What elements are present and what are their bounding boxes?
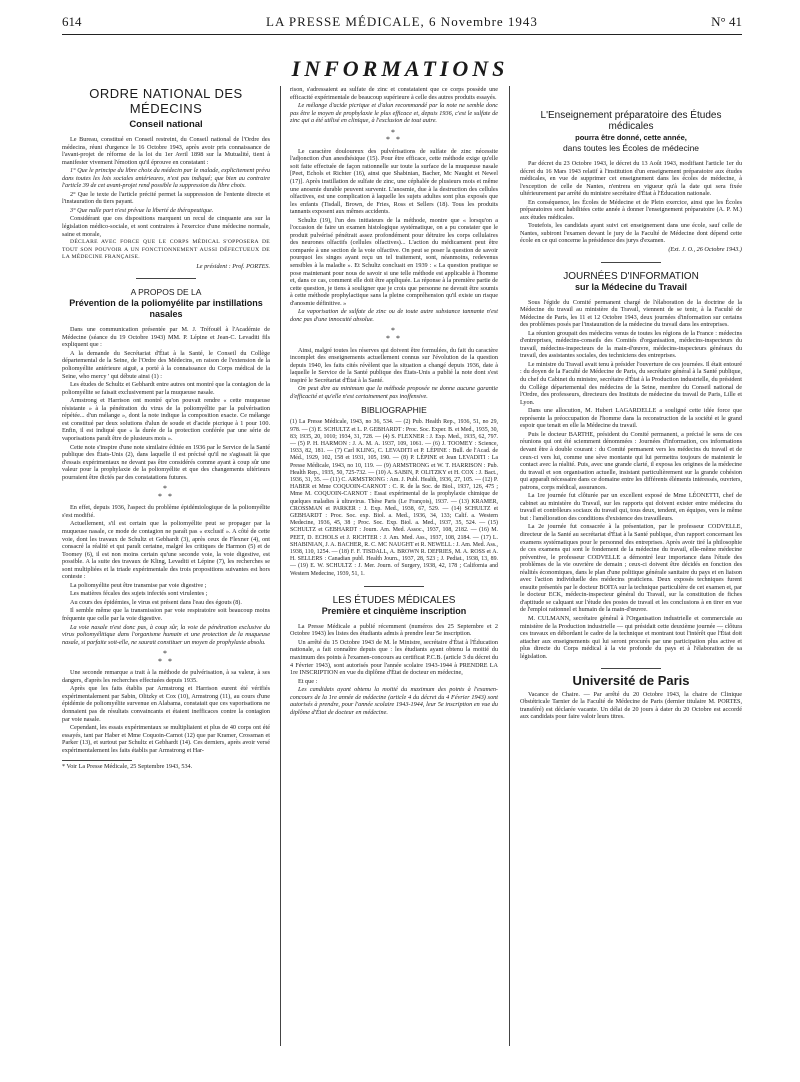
heading-journees: JOURNÉES D'INFORMATION (563, 270, 699, 282)
heading-ordre: ORDRE NATIONAL DES MÉDECINS (89, 86, 243, 116)
asterism: * * * (158, 649, 174, 666)
paragraph: Armstrong et Harrison ont montré qu'on pouvait rendre « cette muqueuse résistante » à la pénétration du virus de la poliomyélite par la pulvérisation répétée... d'un mélange », dont la note indique la composition exacte. Ce mélange est constitué par deux solutions d'alun de soude et d'acide picrique à 1 pour 100. Enfin, il est indiqué que « la durée de la protection conférée par une série de vaporisations paraît être de plusieurs mois ». (62, 397, 270, 442)
paragraph: La voie nasale n'est donc pas, à coup sûr, la voie de pénétration exclusive du virus poliomyélitique dans l'organisme humain et une protection de la muqueuse nasale, si parfaite soit-elle, ne saurait constituer un moyen de prophylaxie absolu. (62, 623, 270, 646)
paragraph: Cette note s'inspire d'une note similaire éditée en 1936 par le Service de la Santé publique des États-Unis (2), dans laquelle il est précisé qu'il ne s'agissait là que d'essais expérimentaux ne devant pas être considérés comme ayant à coup sûr une valeur pour la prophylaxie de la poliomyélite et que des changements ultérieurs pourraient être dictés par des constatations futures. (62, 443, 270, 481)
paragraph: Vacance de Chaire. — Par arrêté du 20 Octobre 1943, la chaire de Clinique Obstétricale Tarnier de la Faculté de Médecine de Paris (dernier titulaire M. PORTES, transféré) est déclarée vacante. Un délai de 20 jours à dater du 20 Octobre est accordé aux candidats pour faire valoir leurs titres. (520, 690, 742, 721)
paragraph: La 1re journée fut clôturée par un excellent exposé de Mme LÉONETTI, chef de cabinet au ministère du Travail, sur les rapports qui doivent exister entre médecins du travail et contrôleurs sociaux du travail qui, tous deux, tendent, en équipes, vers le même but : l'amélioration des conditions d'existence des travailleurs. (520, 492, 742, 522)
paragraph: Schultz (19), l'un des initiateurs de la méthode, montre que « lorsqu'on a l'occasion de faire un examen histologique systématique, on a pu constater que le produit pulvérisé pénétrait assez profondément pour détruire les corps cellulaires des neurones olfactifs (cellules olfactives)... L'action du médicament peut être comparée à une section de la voie olfactive. On peut se poser la question de savoir pourquoi les singes ayant reçu un tel traitement, sont, néanmoins, redevenus sensibles à la maladie ». Et Schultz concluait en 1939 : « La question pratique se pose maintenant pour nous de savoir si une telle méthode est applicable à l'homme et, dans ce cas, comment elle doit être appliquée. La réponse à la première partie de cette question, je tiens à souligner que je crois que personne ne devrait être soumis à cette méthode prophylactique sans la pleine compréhension qu'il existe un risque d'anosmie définitive. » (290, 216, 498, 307)
paragraph: En effet, depuis 1936, l'aspect du problème épidémiologique de la poliomyélite s'est modifié. (62, 504, 270, 519)
column-divider (280, 86, 281, 1046)
separator (136, 278, 196, 279)
paragraph: Et que : (298, 677, 318, 685)
heading-prevention: Prévention de la poliomyélite par instillations nasales (69, 298, 263, 320)
heading-bibliographie: BIBLIOGRAPHIE (361, 405, 427, 416)
paragraph: La vaporisation de sulfate de zinc ou de toute autre substance tannante n'est donc pas d'une innocuité absolue. (290, 308, 498, 323)
heading-enseignement: L'Enseignement préparatoire des Études médicales (540, 110, 722, 132)
source: (Ext. J. O., 26 Octobre 1943.) (668, 246, 742, 254)
paragraph: Dans une communication présentée par M. J. Tréfouël à l'Académie de Médecine (séance du 19 Octobre 1943) MM. P. Lépine et Jean-C. Levaditi fils expliquent que : (62, 326, 270, 349)
paragraph: 1° Que le principe du libre choix du médecin par le malade, explicitement prévu dans toutes les lois sociales antérieures, n'est pas indiqué; que bien au contraire l'article 39 de cet avant-projet rend possible la suppression du libre choix. (62, 167, 270, 190)
heading-etudes: LES ÉTUDES MÉDICALES (332, 594, 456, 606)
running-header (62, 14, 742, 30)
journal-title: LA PRESSE MÉDICALE, 6 Novembre 1943 (266, 14, 538, 29)
paragraph: M. CULMANN, secrétaire général à l'Organisation industrielle et commerciale au ministère de la Production industrielle — qui présidait cette deuxième journée — clôtura ces travaux en débordant le cadre de la technique et montrant tout l'intérêt que l'État doit attacher aux enseignements qui lui seront procurés par une participation plus active et plus directe du Corps médical à la vie profonde du pays et à l'élaboration de sa législation. (520, 614, 742, 660)
paragraph: Ainsi, malgré toutes les réserves qui doivent être formulées, du fait du caractère incomplet des enseignements actuellement connus sur l'évolution de la question depuis 1940, les faits cités révèlent que la situation a changé depuis 1936, date à laquelle le Service de la Santé publique des États-Unis a publié la note dont s'est inspiré le Secrétariat d'État à la Santé. (290, 346, 498, 384)
paragraph: Le caractère douloureux des pulvérisations de sulfate de zinc nécessite l'adjonction d'un anesthésique (15). Pour être efficace, cette méthode exige qu'elle soit faite effectuée de façon rationnelle sur toute la surface de la muqueuse nasale [Peet, Echols et Richter (16), ainsi que Shabinian, Bacher, Mc Naught et Newel (17)]. Après instillation de sulfate de zinc, une céphalée de plusieurs mois et même une anosmie durable peuvent survenir. L'anosmie, due à la destruction des cellules olfactives, est une complication à laquelle les sujets adultes sont plus exposés que les enfants (Tisdall, Brown, de Fries, Ross et Sellers (18). Tous les produits tannants exposent aux mêmes accidents. (290, 147, 498, 216)
footnote: * Voir La Presse Médicale, 25 Septembre 1943, 534. (62, 763, 193, 771)
asterism: * * * (386, 127, 402, 145)
paragraph: Par décret du 23 Octobre 1943, le décret du 13 Août 1943, modifiant l'article 1er du décret du 16 Mars 1943 relatif à l'institution d'un enseignement préparatoire aux études médicales, en vue de supprimer cet enseignement dans les écoles de médecine, à l'exception de celle de Nantes, n'entrera en vigueur qu'à la date qui sera fixée ultérieurement par arrêté du ministre secrétaire d'État à l'Éducation nationale. (520, 160, 742, 198)
paragraph: Les études de Schultz et Gebhardt entre autres ont montré que la contagion de la poliomyélite se faisait exclusivement par la muqueuse nasale. (62, 381, 270, 396)
subheading-ecoles: dans toutes les Écoles de médecine (562, 143, 700, 153)
paragraph: On peut dire au minimum que la méthode proposée ne donne aucune garantie d'efficacité et qu'elle n'est certainement pas inoffensive. (290, 385, 498, 400)
paragraph: 2° Que le texte de l'article précité permet la suppression de l'entente directe et l'instauration du tiers payant. (62, 190, 270, 206)
section-title: INFORMATIONS (291, 56, 509, 81)
column-divider (509, 86, 510, 1046)
subheading-medecine-travail: sur la Médecine du Travail (574, 281, 688, 292)
paragraph: Cependant, les essais expérimentaux se multipliaient et plus de 40 corps ont été essayés, tant par Haber et Mme Coquoin-Carnot (12) que par Kramer, Crossman et Parker (13), et surtout par Schultz et Gebhardt (14). Ces derniers, après avoir versé expérimentalement les faits établis par Armstrong et Har- (62, 724, 270, 754)
paragraph: La Presse Médicale a publié récemment (numéros des 25 Septembre et 2 Octobre 1943) les listes des étudiants admis à prendre leur 5e inscription. (290, 622, 498, 638)
paragraph: Après que les faits établis par Armstrong et Harrison eurent été vérifiés expérimentalement par Sabin, Olitzky et Cox (10), Armstrong (11), au cours d'une épidémie de poliomyélite survenue en Alabama, constatait que ces vaporisations ne donnaient pas de résultats convaincants et étaient inefficaces contre la contagion par voie nasale. (62, 685, 270, 723)
asterism: * * * (386, 326, 402, 343)
issue-number: N° 41 (711, 14, 742, 29)
paragraph: Les candidats ayant obtenu la moitié du maximum des points à l'examen-concours de la 1re année de médecine (article 4 du décret du 4 Février 1943) sont autorisés à prendre, pour l'année scolaire 1943-1944, leur 5e inscription en vue du diplôme d'État de docteur en médecine. (290, 686, 498, 716)
paragraph: Le Bureau, constitué en Conseil restreint, du Conseil national de l'Ordre des médecins, réuni d'urgence le 16 Octobre 1943, après avoir pris connaissance de l'avant-projet de réforme de la loi du 1er Avril 1898 sur la Mutualité, tient à manifester vivement l'émotion qu'il éprouve en constatant : (62, 136, 270, 166)
paragraph: Le ministre du Travail avait tenu à présider l'ouverture de ces journées. Il était entouré : du doyen de la Faculté de Médecine de Paris, du secrétaire général à la Santé publique, du chef du Cabinet du ministre, secrétaire d'État à la Production industrielle, du président du Collège départemental des médecins de la Seine, membre du Conseil national de l'Ordre, des professeurs, directeurs des Instituts de médecine du travail de Paris, Lille et Lyon. (520, 360, 742, 406)
heading-universite: Université de Paris (572, 673, 690, 689)
paragraph: La 2e journée fut consacrée à la présentation, par le professeur CODVELLE, directeur de la Santé au secrétariat d'État à la Santé publique, d'un rapport concernant les examens systématiques pour le personnel des entreprises. Après avoir tiré la philosophie de ces examens qui sont le fondement de la médecine du travail, elle-même médecine préventive, le professeur CODVELLE a démontré leur importance dans l'étude des problèmes de la vie ouvrière de demain ; ceux-ci doivent être décidés en fonction des réalités économiques, dans le plan d'une politique générale sanitaire du pays et en liaison avec l'action individuelle des médecins praticiens. Deux exposés techniques furent ensuite présentés par le docteur BOITA sur la technique particulière de cet examen et, par le docteur ECK, médecin-inspecteur général du Travail, sur la constitution de fiches d'aptitude se calquant sur l'étude des postes de travail et les conclusions à en tirer en vue de l'emploi rationnel et humain de la main-d'œuvre. (520, 523, 742, 614)
signature: Le président : Prof. PORTES. (196, 262, 270, 270)
paragraph: Les matières fécales des sujets infectés sont virulentes ; (70, 590, 208, 598)
paragraph: rison, s'adressaient au sulfate de zinc et constataient que ce corps possède une efficacité expérimentale de beaucoup supérieure à celle des autres produits essayés. (290, 86, 498, 101)
column-1 (62, 86, 270, 772)
separator (601, 262, 661, 263)
bibliography: (1) La Presse Médicale, 1943, no 36, 534. — (2) Pub. Health Rep., 1936, 51, no 29, 978. — (3) E. SCHULTZ et L. P. GEBHARDT : Proc. Soc. Exper. B. et Med., 1935, 30, 83; 1935, 20, 1010; 1934, 31, 728. — (4) S. FLEXNER : J. Exp. Med., 1935, 62, 797. — (5) P. H. HARMON : J. A. M. A. 1937, 109, 1061. — (6) J. TOOMEY : Science, 1933, 82, 181. — (7) Carl KLING, C. LEVADITI et P. LÉPINE : Bull. de l'Acad. de Méd., 1929, 102, 158 et 1931, 105, 190. — (8) P. LÉPINE et Jean LEVADITI : La Presse Médicale, 1943, no 10, 119. — (9) ARMSTRONG et W. T. HARRISON : Pub. Health Rep., 1935, 50, 725-732. — (10) A. SABIN, P. OLITZKY et H. COX : J. Bact., 1936, 31, 35. — (11) C. ARMSTRONG : Am. J. Publ. Health, 1936, 27, 105. — (12) P. HABER et Mme COQUOIN-CARNOT : C. R. de la Soc. de Biol., 1937, 126, 475 ; Mme M. COQUOIN-CARNOT : Essai expérimental de la prophylaxie chimique de quelques maladies à ultravirus. Thèse Paris (Le François), 1937. — (13) KRAMER, CROSSMAN et PARKER : J. Exp. Med., 1938, 67, 529. — (14) SCHULTZ et GEBHARDT : Proc. Soc. exp. Biol. a. Med., 1936, 34, 133; Calif. a. Western Medecine, 1936, 45, 38 ; Proc. Soc. Exp. Biol. a. Med., 1937, 35, 524. — (15) SCHULTZ et GEBHARDT : Journ. Am. Med. Assoc., 1937, 108, 2182. — (16) M. PEET, D. ECHOLS et J. RICHTER : J. Am. Med. Ass., 1937, 108, 2184. — (17) L. SHABINIAN, J. A. BACHER, R. C. MC NAUGHT et R. NEWELL : J. Am. Med. Ass., 1938, 110, 1254. — (18) F. F. TISDALL, A. BROWN R. DEFRIES, M. A. ROSS et A. H. SELLERS : Canadian publ. Health Journ., 1937, 28, 523 ; J. Pediat., 1938, 13, 89. — (19) E. W. SCHULTZ : J. Mer. Journ. of Surgery, 1938, 42, 178 ; California and Western Medecine, 1939, 51, 1. (290, 419, 498, 577)
paragraph: Actuellement, s'il est certain que la poliomyélite peut se propager par la muqueuse nasale, ce mode de contagion ne paraît pas « exclusif ». A côté de cette voie, dont les travaux de Schultz et Gebhardt (3), après ceux de Flexner (4), ont consacré la réalité et qui paraît certaine, malgré les critiques de Harmon (5) et de Toomey (6), il est non moins certain qu'une seconde voie, la voie digestive, est possible. A la suite des travaux de Kling, Levaditi et Lépine (7), les recherches se sont multipliées et la triade expérimentale des trois propositions suivantes est hors conteste : (62, 520, 270, 581)
heading-inscription: Première et cinquième inscription (321, 605, 467, 616)
paragraph: 3° Que nulle part n'est prévue la liberté de thérapeutique. (70, 206, 214, 214)
paragraph: La réunion groupait des médecins venus de toutes les régions de la France : médecins d'entreprises, médecins-conseils des Comités d'organisation, médecins-inspecteurs du travail, médecins-inspecteurs de la main-d'œuvre, médecins-inspecteurs généraux du travail, des assistantes sociales, des techniciens des entreprises. (520, 329, 742, 360)
paragraph: Le mélange d'acide picrique et d'alun recommandé par la note ne semble donc pas être le moyen de prophylaxie le plus efficace et, depuis 1936, c'est le sulfate de zinc qui a été utilisé en clinique, à l'exclusion de tout autre. (290, 102, 498, 125)
paragraph: Puis le docteur BARTHE, président du Comité permanent, a précisé le sens de ces réunions qui ont été sciemment dénommées : Journées d'information, ces informations devant être à double courant : du Comité permanent vers les médecins du travail et de ceux-ci vers lui, comme une sève montante qui lui permettra toujours de maintenir le contact avec la réalité. Puis, avec une grande clarté, il exposa les origines de la médecine du travail et son organisation actuelle, insistant particulièrement sur la grande cohésion qui apparaît nécessaire dans ce domaine entre les différents éléments intéressés, ouvriers, patrons, corps médical, assurances. (520, 430, 742, 491)
paragraph: Dans une allocution, M. Hubert LAGARDELLE a souligné cette idée force que représente la préoccupation de l'homme dans la reconstruction de la société et le grand espoir que tenait en elle la Médecine du travail. (520, 407, 742, 430)
paragraph: En conséquence, les Écoles de Médecine et de Plein exercice, ainsi que les Écoles préparatoires sont habilitées cette année à donner l'enseignement préparatoire (A. P. M.) aux études médicales. (520, 198, 742, 221)
separator (364, 586, 424, 587)
paragraph: DÉCLARE AVEC FORCE QUE LE CORPS MÉDICAL S'OPPOSERA DE TOUT SON POUVOIR A UN FONCTIONNEMENT AUSSI DÉFECTUEUX DE LA MÉDECINE FRANÇAISE. (62, 239, 270, 261)
paragraph: Toutefois, les candidats ayant suivi cet enseignement dans une école, sauf celle de Nantes, subiront l'examen devant le jury de la Faculté de Médecine dont dépend cette école en ce qui concerne la présidence des jurys d'examen. (520, 222, 742, 245)
paragraph: Considérant que ces dispositions marquent un recul de cinquante ans sur la législation médico-sociale, et sont contraires à l'exercice d'une médecine normale, saine et morale, (62, 215, 270, 238)
separator (601, 668, 661, 669)
paragraph: A la demande du Secrétariat d'État à la Santé, le Conseil du Collège départemental de la Seine, de l'Ordre des Médecins, en raison de l'extension de la poliomyélite antérieure aiguë, a porté à la connaissance du Corps médical de la Seine, who mercy ' qui débute ainsi (1) : (62, 349, 270, 380)
paragraph: Au cours des épidémies, le virus est présent dans l'eau des égouts (8). (70, 598, 242, 606)
column-3 (520, 110, 742, 722)
paragraph: La poliomyélite peut être transmise par voie digestive ; (70, 581, 207, 589)
column-2 (290, 86, 498, 717)
paragraph: Il semble même que la transmission par voie respiratoire soit beaucoup moins fréquente que celle par la voie digestive. (62, 607, 270, 622)
paragraph: Sous l'égide du Comité permanent chargé de l'élaboration de la doctrine de la Médecine du travail au ministère du Travail, viennent de se tenir, à la Faculté de Médecine de Paris, les 11 et 12 Octobre 1943, deux journées d'information sur certains des problèmes posés par l'instauration de la médecine du travail dans les entreprises. (520, 298, 742, 329)
heading-propos: A PROPOS DE LA (130, 287, 202, 298)
paragraph: Une seconde remarque a trait à la méthode de pulvérisation, à sa valeur, à ses dangers, d'après les recherches effectuées depuis 1935. (62, 669, 270, 684)
heading-conseil: Conseil national (129, 119, 203, 130)
page-number: 614 (62, 14, 82, 29)
asterism: * * * (158, 484, 174, 501)
header-rule (62, 34, 742, 35)
subheading-enseignement: pourra être donné, cette année, (575, 133, 687, 142)
paragraph: Un arrêté du 15 Octobre 1943 de M. le Ministre, secrétaire d'État à l'Éducation nationale, a fait connaître depuis que : les étudiants ayant obtenu la moitié du maximum des points à l'examen-concours au certificat P.C.B. (article 3 du décret du 4 Février 1943), sont autorisés pour l'année scolaire 1943-1944 à PRENDRE LA 1re INSCRIPTION en vue du diplôme d'État de docteur en médecine, (290, 638, 498, 677)
